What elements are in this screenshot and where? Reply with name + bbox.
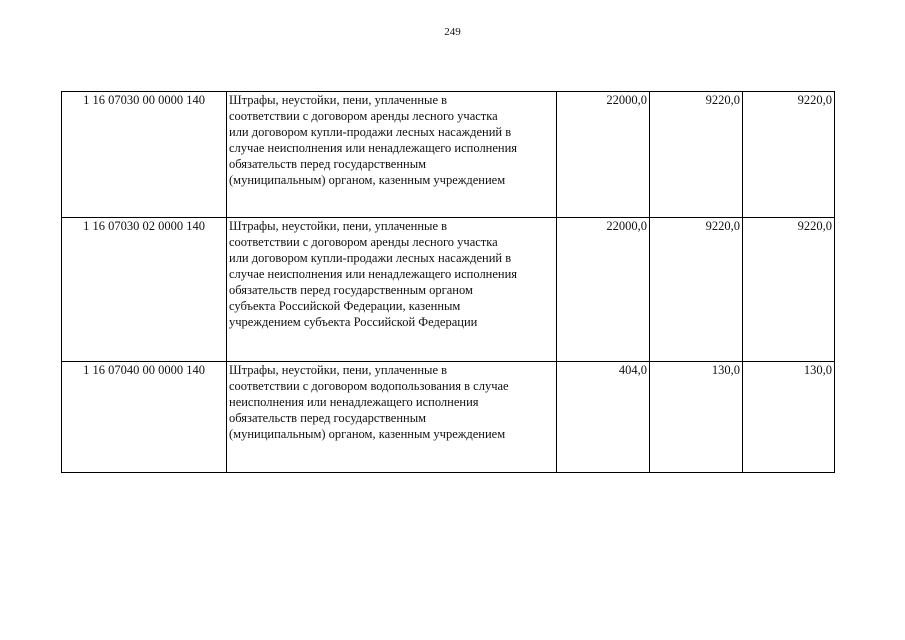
- budget-code-cell: 1 16 07040 00 0000 140: [62, 362, 227, 473]
- budget-code-cell: 1 16 07030 02 0000 140: [62, 218, 227, 362]
- description-cell: [227, 92, 557, 218]
- value-cell-2: 9220,0: [650, 92, 743, 218]
- budget-code-cell: 1 16 07030 00 0000 140: [62, 92, 227, 218]
- table-row: [62, 92, 835, 218]
- value-cell-1: 22000,0: [557, 92, 650, 218]
- table-row: [62, 362, 835, 473]
- description-text: Штрафы, неустойки, пени, уплаченные в соответствии с договором аренды лесного участка или договором купли-продажи лесных насаждений в случае неисполнения или ненадлежащего исполнения обязательств перед государственным органом субъекта Российской Федерации, казенным учреждением субъекта Российской Федерации: [229, 219, 518, 329]
- value-cell-2: 9220,0: [650, 218, 743, 362]
- description-text: Штрафы, неустойки, пени, уплаченные в соответствии с договором аренды лесного участка или договором купли-продажи лесных насаждений в случае неисполнения или ненадлежащего исполнения обязательств перед государственным (муниципальным) органом, казенным учреждением: [229, 93, 518, 187]
- value-cell-1: 404,0: [557, 362, 650, 473]
- description-text: Штрафы, неустойки, пени, уплаченные в соответствии с договором водопользования в случае неисполнения или ненадлежащего исполнения обязательств перед государственным (муниципальным) органом, казенным учреждением: [229, 363, 509, 441]
- table-row: [62, 218, 835, 362]
- description-cell: [227, 362, 557, 473]
- page-number: 249: [444, 26, 461, 38]
- description-cell: [227, 218, 557, 362]
- value-cell-3: 9220,0: [743, 92, 835, 218]
- value-cell-3: 130,0: [743, 362, 835, 473]
- budget-table: [61, 91, 835, 473]
- value-cell-2: 130,0: [650, 362, 743, 473]
- value-cell-1: 22000,0: [557, 218, 650, 362]
- value-cell-3: 9220,0: [743, 218, 835, 362]
